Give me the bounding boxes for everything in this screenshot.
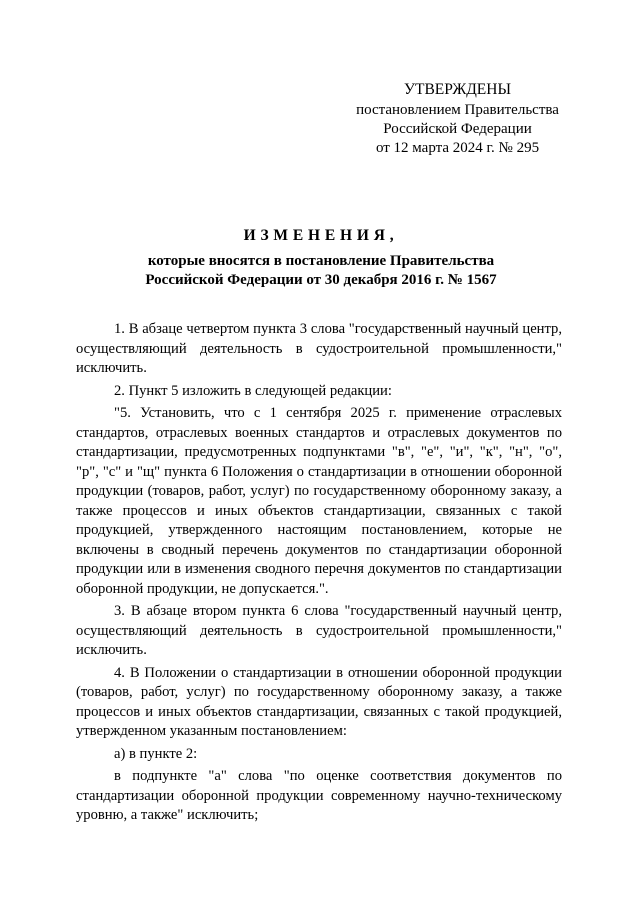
- paragraph-item-1: 1. В абзаце четвертом пункта 3 слова "государственный научный центр, осуществляющий деятельность в судостроительной промышленности," исключить.: [76, 321, 562, 376]
- document-title-block: [76, 227, 566, 290]
- document-title: ИЗМЕНЕНИЯ,: [243, 227, 399, 244]
- approval-line-3: от 12 марта 2024 г. № 295: [375, 140, 540, 156]
- paragraph-item-4a: а) в пункте 2:: [114, 745, 198, 762]
- paragraph-item-2: 2. Пункт 5 изложить в следующей редакции:: [114, 382, 392, 399]
- document-subtitle-line-1: которые вносятся в постановление Правительства: [147, 253, 495, 269]
- document-body: [76, 320, 562, 829]
- approval-line-2: Российской Федерации: [383, 121, 532, 137]
- paragraph-item-3: 3. В абзаце втором пункта 6 слова "государственный научный центр, осуществляющий деятельность в судостроительной промышленности," исключить.: [76, 603, 562, 658]
- approval-line-1: постановлением Правительства: [356, 102, 559, 118]
- approval-heading: УТВЕРЖДЕНЫ: [404, 81, 511, 98]
- approval-stamp: [350, 80, 565, 158]
- paragraph-item-4: 4. В Положении о стандартизации в отношении оборонной продукции (товаров, работ, услуг) по государственному оборонному заказу, а также процессов и иных объектов стандартизации, связанных с такой продукцией, утвержденном указанным постановлением:: [76, 664, 562, 739]
- paragraph-item-2-quote: "5. Установить, что с 1 сентября 2025 г. применение отраслевых стандартов, отраслевых военных стандартов и отраслевых документов по стандартизации, предусмотренных подпунктами "в", "е", "и", "к", "н", "о", "р", "с" и "щ" пункта 6 Положения о стандартизации в отношении оборонной продукции (товаров, работ, услуг) по государственному оборонному заказу, а также процессов и иных объектов стандартизации, связанных с такой продукцией, утвержденного настоящим постановлением, которые не включены в сводный перечень документов по стандартизации оборонной продукции или в изменения сводного перечня документов по стандартизации оборонной продукции, не допускается.".: [76, 405, 562, 597]
- document-subtitle-line-2: Российской Федерации от 30 декабря 2016 г. № 1567: [145, 272, 497, 288]
- paragraph-item-4a-sub: в подпункте "а" слова "по оценке соответствия документов по стандартизации оборонной продукции современному научно-техническому уровню, а также" исключить;: [76, 768, 562, 823]
